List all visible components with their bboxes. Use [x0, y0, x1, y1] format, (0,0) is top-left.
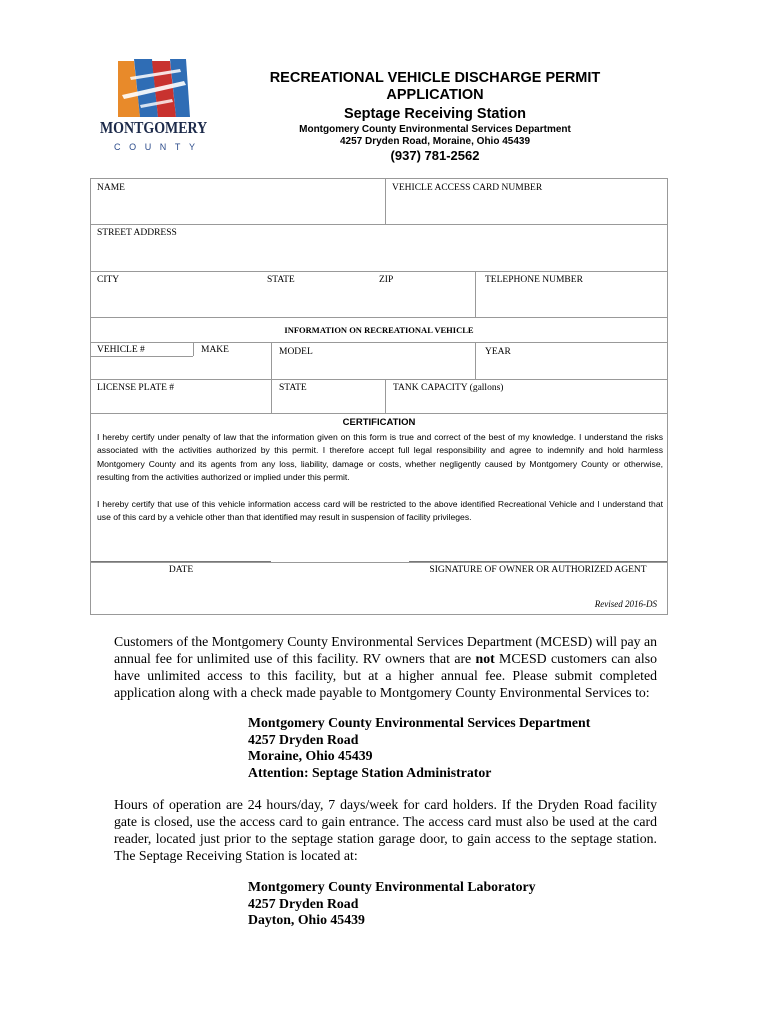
signature-label: SIGNATURE OF OWNER OR AUTHORIZED AGENT — [429, 565, 647, 575]
vehicle-card-label: VEHICLE ACCESS CARD NUMBER — [392, 183, 543, 193]
signature-input[interactable] — [411, 539, 667, 561]
instructions-paragraph — [114, 633, 657, 701]
state-input[interactable] — [267, 287, 377, 317]
zip-label: ZIP — [379, 275, 394, 285]
revision-note: Revised 2016-DS — [594, 599, 657, 609]
instructions-text-after: MCESD customers can also have unlimited access to this facility, but at a higher annual fee. Please submit completed application along with a check made payable to Montgomery County Environmental Services to: — [114, 651, 657, 700]
logo-wordmark: MONTGOMERY — [100, 118, 208, 137]
city-label: CITY — [97, 275, 120, 285]
date-label: DATE — [168, 565, 194, 575]
vehicle-number-input[interactable] — [95, 359, 195, 379]
station-address-line-2: 4257 Dryden Road — [248, 895, 359, 911]
station-address — [248, 879, 536, 929]
certification-paragraph-1: I hereby certify under penalty of law that the information given on this form is true and correct of the best of my knowledge. I understand the risks associated with the activities authorized by this permit. I therefore accept full legal responsibility and agree to indemnify and hold harmless Montgomery County and its agents from any loss, liability, damage or costs, whether negligently caused by Montgomery County or otherwise, resulting from the activities authorized or implied under this permit. — [97, 432, 663, 483]
department-address: 4257 Dryden Road, Moraine, Ohio 45439 — [339, 136, 531, 147]
vehicle-number-label: VEHICLE # — [97, 345, 145, 355]
state-label: STATE — [267, 275, 295, 285]
year-label: YEAR — [485, 347, 511, 357]
license-plate-label: LICENSE PLATE # — [97, 383, 175, 393]
hours-paragraph: Hours of operation are 24 hours/day, 7 days/week for card holders. If the Dryden Road facility gate is closed, use the access card to gain entrance. The access card must also be used at the card reader, located just prior to the septage station garage door, to gain access to the septage station. The Septage Receiving Station is located at: — [114, 797, 657, 863]
vehicle-card-input[interactable] — [389, 195, 667, 223]
station-address-line-3: Dayton, Ohio 45439 — [248, 912, 365, 928]
tank-capacity-label: TANK CAPACITY (gallons) — [393, 383, 504, 393]
instructions-emphasis: not — [475, 651, 495, 666]
rv-info-heading: INFORMATION ON RECREATIONAL VEHICLE — [284, 325, 474, 335]
license-plate-input[interactable] — [95, 395, 271, 413]
telephone-input[interactable] — [481, 287, 667, 317]
model-label: MODEL — [279, 347, 313, 357]
instructions-text-before: Customers of the Montgomery County Environmental Services Department (MCESD) will pay an annual fee for unlimited use of this facility. RV owners that are — [114, 634, 657, 666]
tank-capacity-input[interactable] — [391, 395, 667, 413]
title-line-1: RECREATIONAL VEHICLE DISCHARGE PERMIT — [269, 70, 601, 86]
zip-input[interactable] — [379, 287, 475, 317]
model-input[interactable] — [277, 359, 475, 379]
year-input[interactable] — [481, 359, 667, 379]
mailing-address-line-3: Moraine, Ohio 45439 — [248, 748, 373, 764]
subtitle: Septage Receiving Station — [343, 106, 527, 122]
make-input[interactable] — [195, 357, 271, 379]
title-line-2: APPLICATION — [386, 87, 484, 103]
vehicle-state-label: STATE — [279, 383, 307, 393]
mailing-address-line-1: Montgomery County Environmental Services Department — [248, 715, 591, 730]
date-input[interactable] — [95, 539, 271, 561]
telephone-label: TELEPHONE NUMBER — [485, 275, 583, 285]
page-title — [255, 70, 615, 104]
street-address-label: STREET ADDRESS — [97, 228, 177, 238]
vehicle-state-input[interactable] — [277, 395, 385, 413]
department-name: Montgomery County Environmental Services Department — [299, 124, 571, 135]
department-phone: (937) 781-2562 — [390, 148, 480, 163]
make-label: MAKE — [201, 345, 229, 355]
street-address-input[interactable] — [95, 241, 667, 271]
certification-paragraph-2: I hereby certify that use of this vehicle information access card will be restricted to the above identified Recreational Vehicle and I understand that use of this card by a vehicle other than that identified may result in suspension of facility privileges. — [97, 499, 663, 523]
name-label: NAME — [97, 183, 125, 193]
permit-form — [90, 178, 668, 615]
mailing-address — [248, 715, 590, 781]
certification-title: CERTIFICATION — [342, 417, 416, 428]
name-input[interactable] — [95, 195, 385, 223]
mailing-address-line-4: Attention: Septage Station Administrator — [248, 764, 492, 780]
logo-county-text: COUNTY — [114, 142, 204, 152]
city-input[interactable] — [95, 287, 269, 317]
mailing-address-line-2: 4257 Dryden Road — [248, 731, 359, 747]
montgomery-county-logo — [100, 55, 220, 155]
station-address-line-1: Montgomery County Environmental Laboratory — [248, 879, 536, 894]
